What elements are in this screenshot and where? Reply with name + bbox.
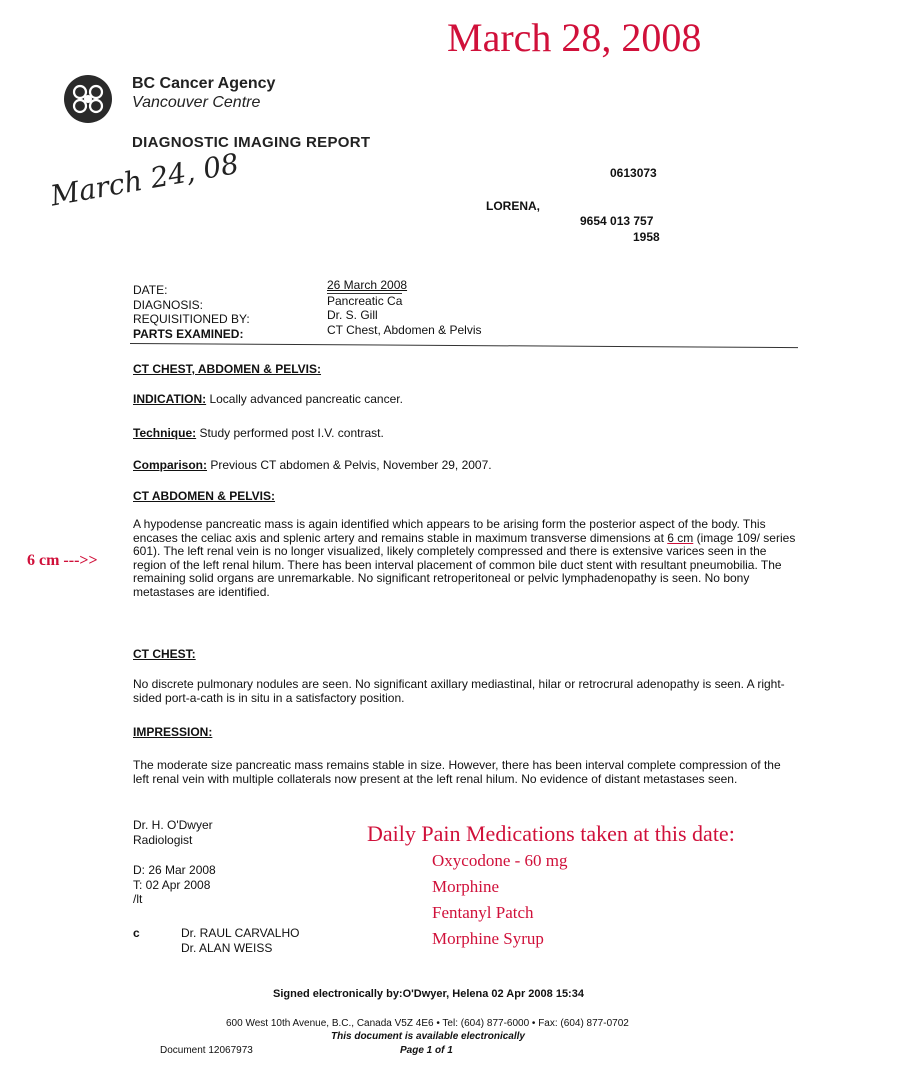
radiologist-role: Radiologist xyxy=(133,832,193,847)
radiologist-name: Dr. H. O'Dwyer xyxy=(133,818,213,832)
medication-item: Morphine Syrup xyxy=(432,929,544,948)
chest-paragraph: No discrete pulmonary nodules are seen. No significant axillary mediastinal, hilar or retrocrural adenopathy is seen. A right-sided port-a-cath is in situ in a satisfactory position. xyxy=(133,677,785,705)
technique-line xyxy=(133,427,384,441)
meta-labels xyxy=(133,283,250,341)
signed-electronically: Signed electronically by:O'Dwyer, Helena 02 Apr 2008 15:34 xyxy=(273,988,584,1000)
comparison-line xyxy=(133,459,492,473)
abdomen-text-2: (image 109/ series 601). The left renal vein is no longer visualized, likely completely compressed and there is extensive varices seen in the region of the left renal hilum. There has been interval placement of common bile duct stent with resultant pneumobilia. The remaining solid organs are unremarkable. No significant retroperitoneal or pelvic lymphadenopathy is seen. No bony metastases are identified. xyxy=(133,530,796,599)
footer-electronic-note: This document is available electronically xyxy=(331,1031,525,1042)
transcriber-initials: /lt xyxy=(133,892,143,906)
technique-label: Technique: xyxy=(133,426,197,440)
report-title: DIAGNOSTIC IMAGING REPORT xyxy=(132,134,371,151)
medication-item: Morphine xyxy=(432,877,500,896)
meta-value-date: 26 March 2008 xyxy=(327,278,408,292)
impression-paragraph: The moderate size pancreatic mass remains stable in size. However, there has been interval complete compression of the left renal vein with multiple collaterals now present at the left renal hilum. No evidence of distant metastases seen. xyxy=(133,758,781,786)
meta-label-requisitioned: REQUISITIONED BY: xyxy=(133,312,250,326)
meta-value-parts: CT Chest, Abdomen & Pelvis xyxy=(327,322,482,337)
dictated-date: D: 26 Mar 2008 xyxy=(133,863,216,877)
cc-recipient-1: Dr. RAUL CARVALHO xyxy=(181,926,300,940)
indication-text: Locally advanced pancreatic cancer. xyxy=(209,392,403,406)
meta-label-parts: PARTS EXAMINED: xyxy=(133,326,244,341)
footer-page: Page 1 of 1 xyxy=(400,1045,453,1056)
meta-label-diagnosis: DIAGNOSIS: xyxy=(133,297,204,312)
section-title-chest: CT CHEST: xyxy=(133,647,196,661)
cc-list xyxy=(181,926,299,955)
section-title-ct: CT CHEST, ABDOMEN & PELVIS: xyxy=(133,362,322,376)
abdomen-paragraph xyxy=(133,518,798,600)
meta-value-diagnosis: Pancreatic Ca xyxy=(327,293,403,308)
comparison-text: Previous CT abdomen & Pelvis, November 29, 2007. xyxy=(210,458,492,472)
section-title-impression: IMPRESSION: xyxy=(133,725,213,739)
patient-id: 0613073 xyxy=(610,166,657,180)
medication-item: Oxycodone - 60 mg xyxy=(432,851,568,870)
transcribed-date: T: 02 Apr 2008 xyxy=(133,877,211,892)
meta-values xyxy=(327,278,482,337)
patient-phn: 9654 013 757 xyxy=(580,214,654,228)
annotation-date: March 28, 2008 xyxy=(447,15,702,60)
agency-name: BC Cancer Agency xyxy=(132,75,276,92)
abdomen-size: 6 cm xyxy=(667,530,694,545)
bc-cancer-agency-logo-icon xyxy=(63,74,113,124)
meta-label-date: DATE: xyxy=(133,283,168,297)
section-title-abdomen: CT ABDOMEN & PELVIS: xyxy=(133,489,276,503)
footer-address: 600 West 10th Avenue, B.C., Canada V5Z 4E6 • Tel: (604) 877-6000 • Fax: (604) 877-0702 xyxy=(226,1018,629,1029)
patient-birth-year: 1958 xyxy=(633,230,660,244)
abdomen-text-1: A hypodense pancreatic mass is again identified which appears to be arising form the posterior aspect of the body. This encases the celiac axis and splenic artery and remains stable in maximum transverse dimensions at xyxy=(133,517,766,545)
technique-text: Study performed post I.V. contrast. xyxy=(199,426,384,440)
footer-document-number: Document 12067973 xyxy=(160,1045,253,1056)
medication-item: Fentanyl Patch xyxy=(432,903,534,922)
agency-centre: Vancouver Centre xyxy=(132,94,261,111)
header-divider xyxy=(130,343,798,348)
dictation-block xyxy=(133,863,216,907)
size-annotation: 6 cm --->> xyxy=(27,552,98,569)
medications-heading: Daily Pain Medications taken at this date: xyxy=(367,821,735,846)
comparison-label: Comparison: xyxy=(133,458,208,472)
indication-line xyxy=(133,393,403,407)
cc-recipient-2: Dr. ALAN WEISS xyxy=(181,940,273,955)
patient-name: LORENA, xyxy=(486,199,540,213)
radiologist-block xyxy=(133,818,213,847)
indication-label: INDICATION: xyxy=(133,392,207,406)
cc-label: c xyxy=(133,926,140,940)
handwritten-date: March 24, 08 xyxy=(48,146,242,213)
meta-value-requisitioned: Dr. S. Gill xyxy=(327,308,378,322)
